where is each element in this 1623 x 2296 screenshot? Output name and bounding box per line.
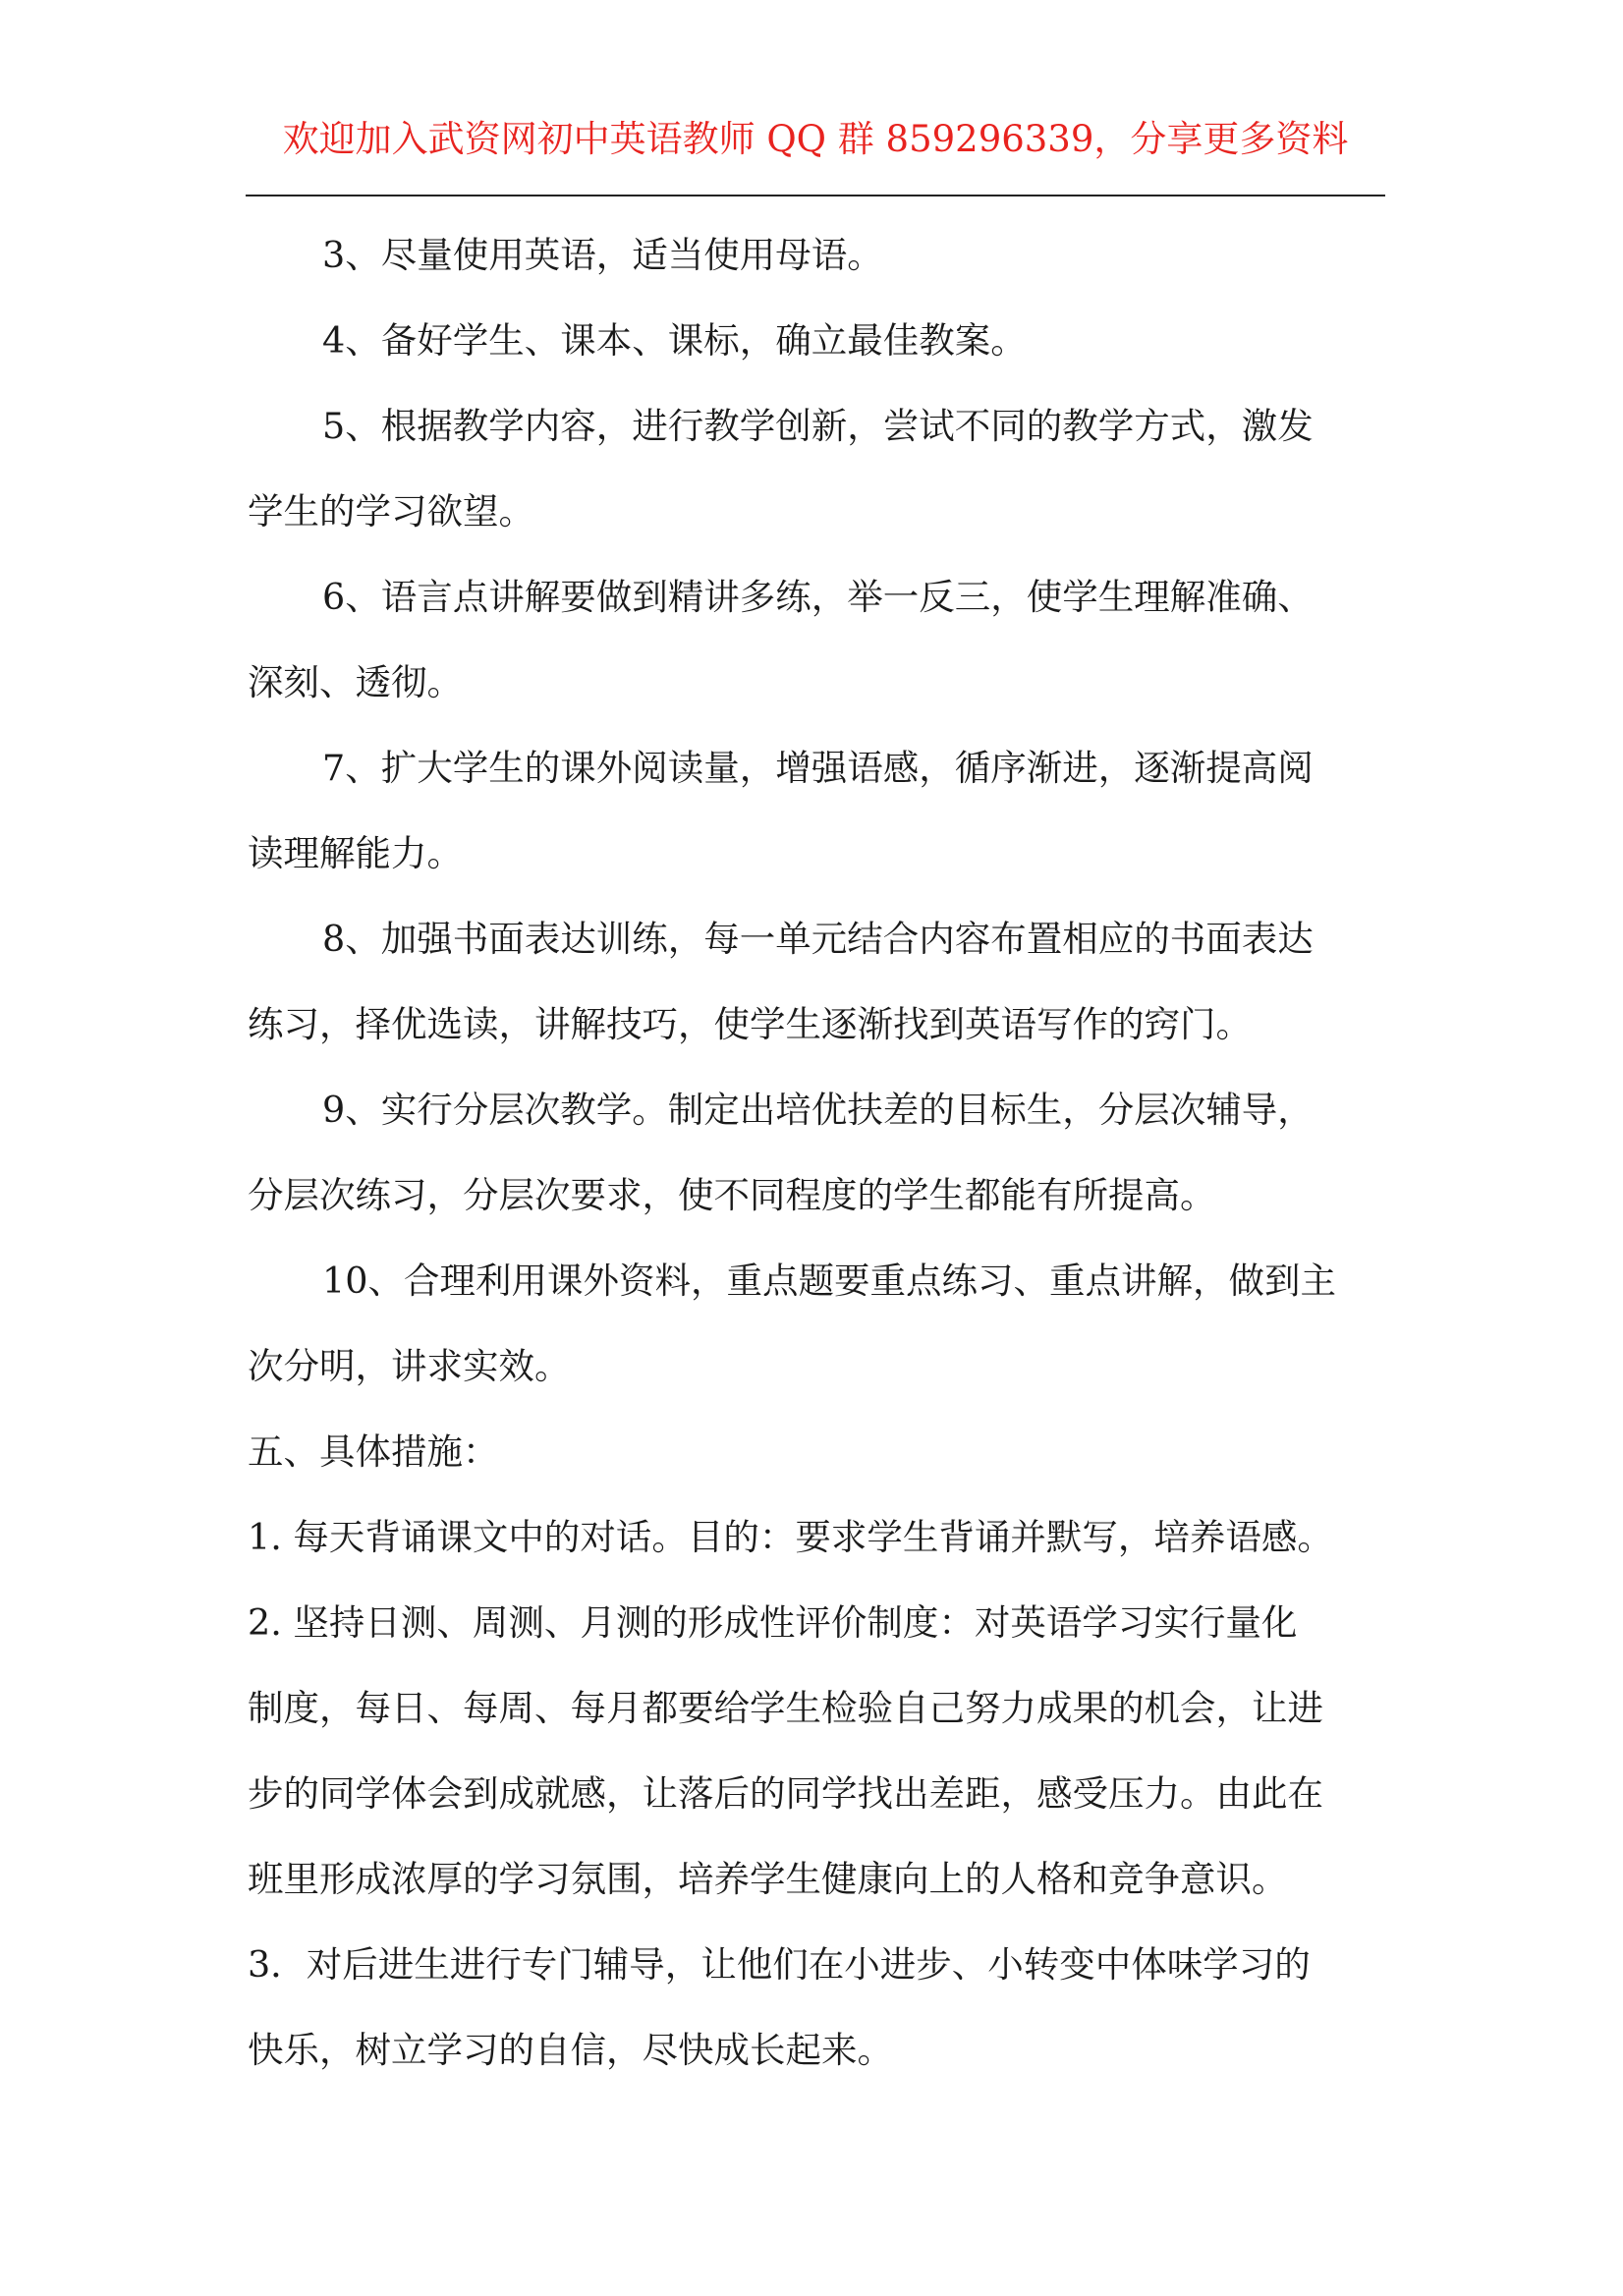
header-notice: 欢迎加入武资网初中英语教师 QQ 群 859296339，分享更多资料 — [282, 118, 1349, 160]
text-line: 3．对后进生进行专门辅导，让他们在小进步、小转变中体味学习的 — [248, 1943, 1311, 1986]
text-line: 5、根据教学内容，进行教学创新，尝试不同的教学方式，激发 — [322, 405, 1314, 447]
header-divider — [246, 195, 1385, 196]
text-line: 快乐，树立学习的自信，尽快成长起来。 — [248, 2029, 893, 2071]
text-line: 练习，择优选读，讲解技巧，使学生逐渐找到英语写作的窍门。 — [248, 1003, 1252, 1045]
text-line: 分层次练习，分层次要求，使不同程度的学生都能有所提高。 — [248, 1174, 1216, 1216]
text-line: 深刻、透彻。 — [248, 661, 463, 703]
text-line: 步的同学体会到成就感，让落后的同学找出差距，感受压力。由此在 — [248, 1772, 1323, 1815]
text-line: 次分明，讲求实效。 — [248, 1345, 571, 1387]
text-line: 2. 坚持日测、周测、月测的形成性评价制度：对英语学习实行量化 — [248, 1601, 1298, 1644]
document-body — [248, 212, 1383, 2093]
text-line: 1. 每天背诵课文中的对话。目的：要求学生背诵并默写，培养语感。 — [248, 1516, 1333, 1558]
text-line: 10、合理利用课外资料，重点题要重点练习、重点讲解，做到主 — [322, 1260, 1336, 1302]
text-line: 制度，每日、每周、每月都要给学生检验自己努力成果的机会，让进 — [248, 1687, 1323, 1729]
text-line: 7、扩大学生的课外阅读量，增强语感，循序渐进，逐渐提高阅 — [322, 747, 1314, 789]
text-line: 8、加强书面表达训练，每一单元结合内容布置相应的书面表达 — [322, 918, 1314, 960]
text-line: 学生的学习欲望。 — [248, 490, 534, 532]
text-line: 班里形成浓厚的学习氛围，培养学生健康向上的人格和竞争意识。 — [248, 1858, 1288, 1900]
text-line: 读理解能力。 — [248, 832, 463, 874]
section-heading: 五、具体措施： — [248, 1430, 499, 1473]
text-line: 9、实行分层次教学。制定出培优扶差的目标生，分层次辅导， — [322, 1089, 1314, 1131]
text-line: 4、备好学生、课本、课标，确立最佳教案。 — [322, 319, 1027, 362]
text-line: 6、语言点讲解要做到精讲多练，举一反三，使学生理解准确、 — [322, 576, 1314, 618]
text-line: 3、尽量使用英语，适当使用母语。 — [322, 234, 883, 276]
